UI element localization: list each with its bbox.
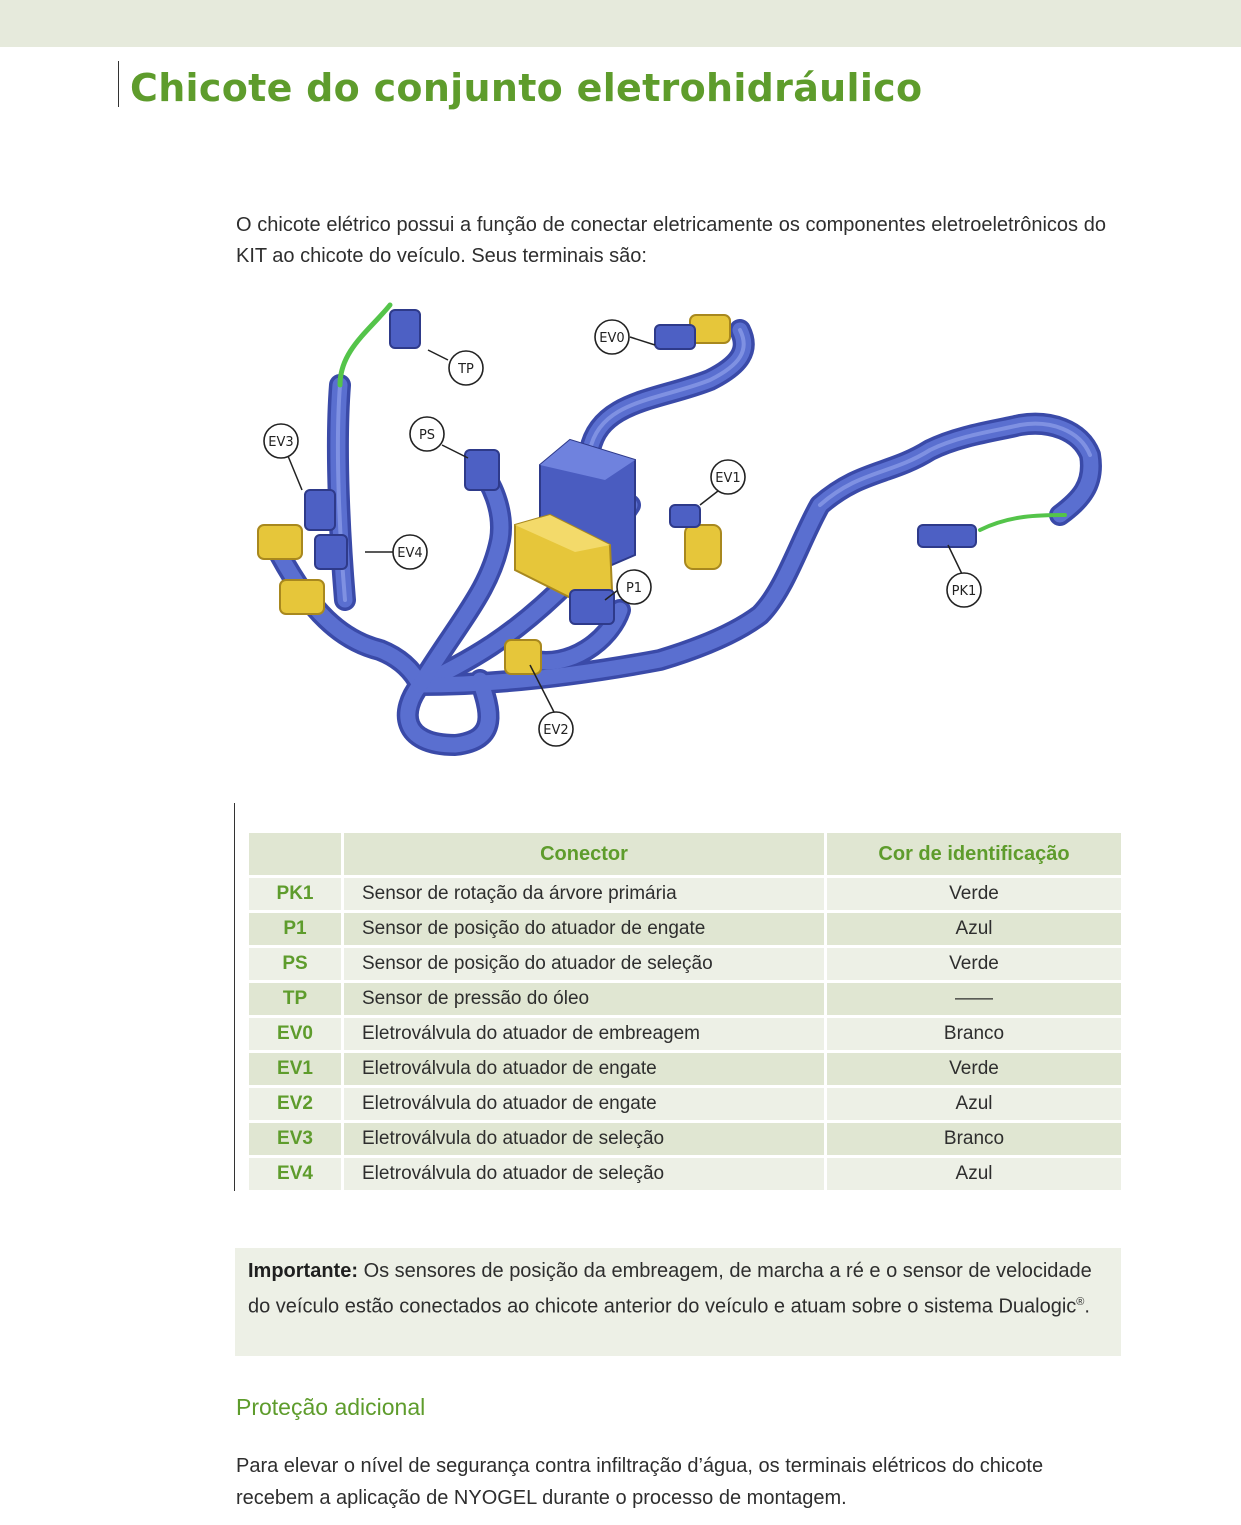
row-connector: Sensor de pressão do óleo xyxy=(344,983,824,1015)
table-row xyxy=(249,1053,1121,1085)
row-connector: Sensor de posição do atuador de seleção xyxy=(344,948,824,980)
table-row xyxy=(249,1123,1121,1155)
callout-p1 xyxy=(617,570,651,604)
svg-text:P1: P1 xyxy=(625,581,643,596)
row-connector: Sensor de posição do atuador de engate xyxy=(344,913,824,945)
important-note xyxy=(235,1248,1121,1356)
row-connector: Eletroválvula do atuador de engate xyxy=(344,1053,824,1085)
registered-mark: ® xyxy=(1076,1296,1085,1308)
row-code: PK1 xyxy=(249,878,341,910)
table-row xyxy=(249,948,1121,980)
callout-ev3 xyxy=(264,424,298,458)
table-row xyxy=(249,1158,1121,1190)
note-end: . xyxy=(1084,1295,1090,1318)
closing-paragraph: Para elevar o nível de segurança contra infiltração d’água, os terminais elétricos do chicote recebem a aplicação de NYOGEL durante o processo de montagem. xyxy=(236,1455,1044,1509)
tp-green-wire xyxy=(340,305,390,385)
callout-ev0 xyxy=(595,320,629,354)
row-color: Azul xyxy=(827,1158,1121,1190)
row-code: EV4 xyxy=(249,1158,341,1190)
svg-text:EV0: EV0 xyxy=(599,331,625,346)
svg-text:EV1: EV1 xyxy=(715,471,741,486)
note-label: Importante: xyxy=(248,1260,358,1282)
svg-text:EV3: EV3 xyxy=(268,435,294,450)
table-row xyxy=(249,1088,1121,1120)
callout-ev4 xyxy=(393,535,427,569)
row-color: Branco xyxy=(827,1018,1121,1050)
callout-pk1 xyxy=(947,573,981,607)
header-band xyxy=(0,0,1241,47)
callout-tp xyxy=(449,351,483,385)
row-connector: Eletroválvula do atuador de engate xyxy=(344,1088,824,1120)
row-color: Azul xyxy=(827,1088,1121,1120)
row-code: EV2 xyxy=(249,1088,341,1120)
callout-ev2 xyxy=(539,712,573,746)
row-color: Verde xyxy=(827,948,1121,980)
svg-text:EV4: EV4 xyxy=(397,546,423,561)
row-color: Verde xyxy=(827,878,1121,910)
intro-paragraph: O chicote elétrico possui a função de conectar eletricamente os componentes eletroeletrônicos do KIT ao chicote do veículo. Seus terminais são: xyxy=(236,214,1106,267)
svg-text:PS: PS xyxy=(418,428,436,443)
title-rule xyxy=(118,61,119,107)
callout-ps xyxy=(410,417,444,451)
row-code: EV1 xyxy=(249,1053,341,1085)
connector-table xyxy=(246,830,1124,1193)
table-row xyxy=(249,913,1121,945)
row-color: Azul xyxy=(827,913,1121,945)
table-rule xyxy=(234,803,235,1191)
header-connector: Conector xyxy=(344,833,824,875)
table-header-row xyxy=(249,833,1121,875)
row-color: —— xyxy=(827,983,1121,1015)
table-row xyxy=(249,878,1121,910)
callout-ev1 xyxy=(711,460,745,494)
harness-illustration xyxy=(240,290,1120,760)
row-code: EV0 xyxy=(249,1018,341,1050)
row-connector: Eletroválvula do atuador de seleção xyxy=(344,1158,824,1190)
table-row xyxy=(249,983,1121,1015)
row-code: TP xyxy=(249,983,341,1015)
row-code: P1 xyxy=(249,913,341,945)
central-module xyxy=(515,440,635,600)
svg-text:TP: TP xyxy=(458,362,474,377)
svg-text:PK1: PK1 xyxy=(951,584,977,599)
row-connector: Eletroválvula do atuador de embreagem xyxy=(344,1018,824,1050)
row-color: Verde xyxy=(827,1053,1121,1085)
row-connector: Sensor de rotação da árvore primária xyxy=(344,878,824,910)
harness-figure xyxy=(240,290,1120,760)
row-code: PS xyxy=(249,948,341,980)
row-connector: Eletroválvula do atuador de seleção xyxy=(344,1123,824,1155)
table-row xyxy=(249,1018,1121,1050)
header-color: Cor de identificação xyxy=(827,833,1121,875)
page-title: Chicote do conjunto eletrohidráulico xyxy=(130,66,923,110)
note-text: Os sensores de posição da embreagem, de marcha a ré e o sensor de velocidade do veículo estão conectados ao chicote anterior do veículo e atuam sobre o sistema Dualogic xyxy=(248,1260,1092,1318)
header-code xyxy=(249,833,341,875)
row-code: EV3 xyxy=(249,1123,341,1155)
svg-text:EV2: EV2 xyxy=(543,723,569,738)
row-color: Branco xyxy=(827,1123,1121,1155)
section-subheading: Proteção adicional xyxy=(236,1394,426,1420)
